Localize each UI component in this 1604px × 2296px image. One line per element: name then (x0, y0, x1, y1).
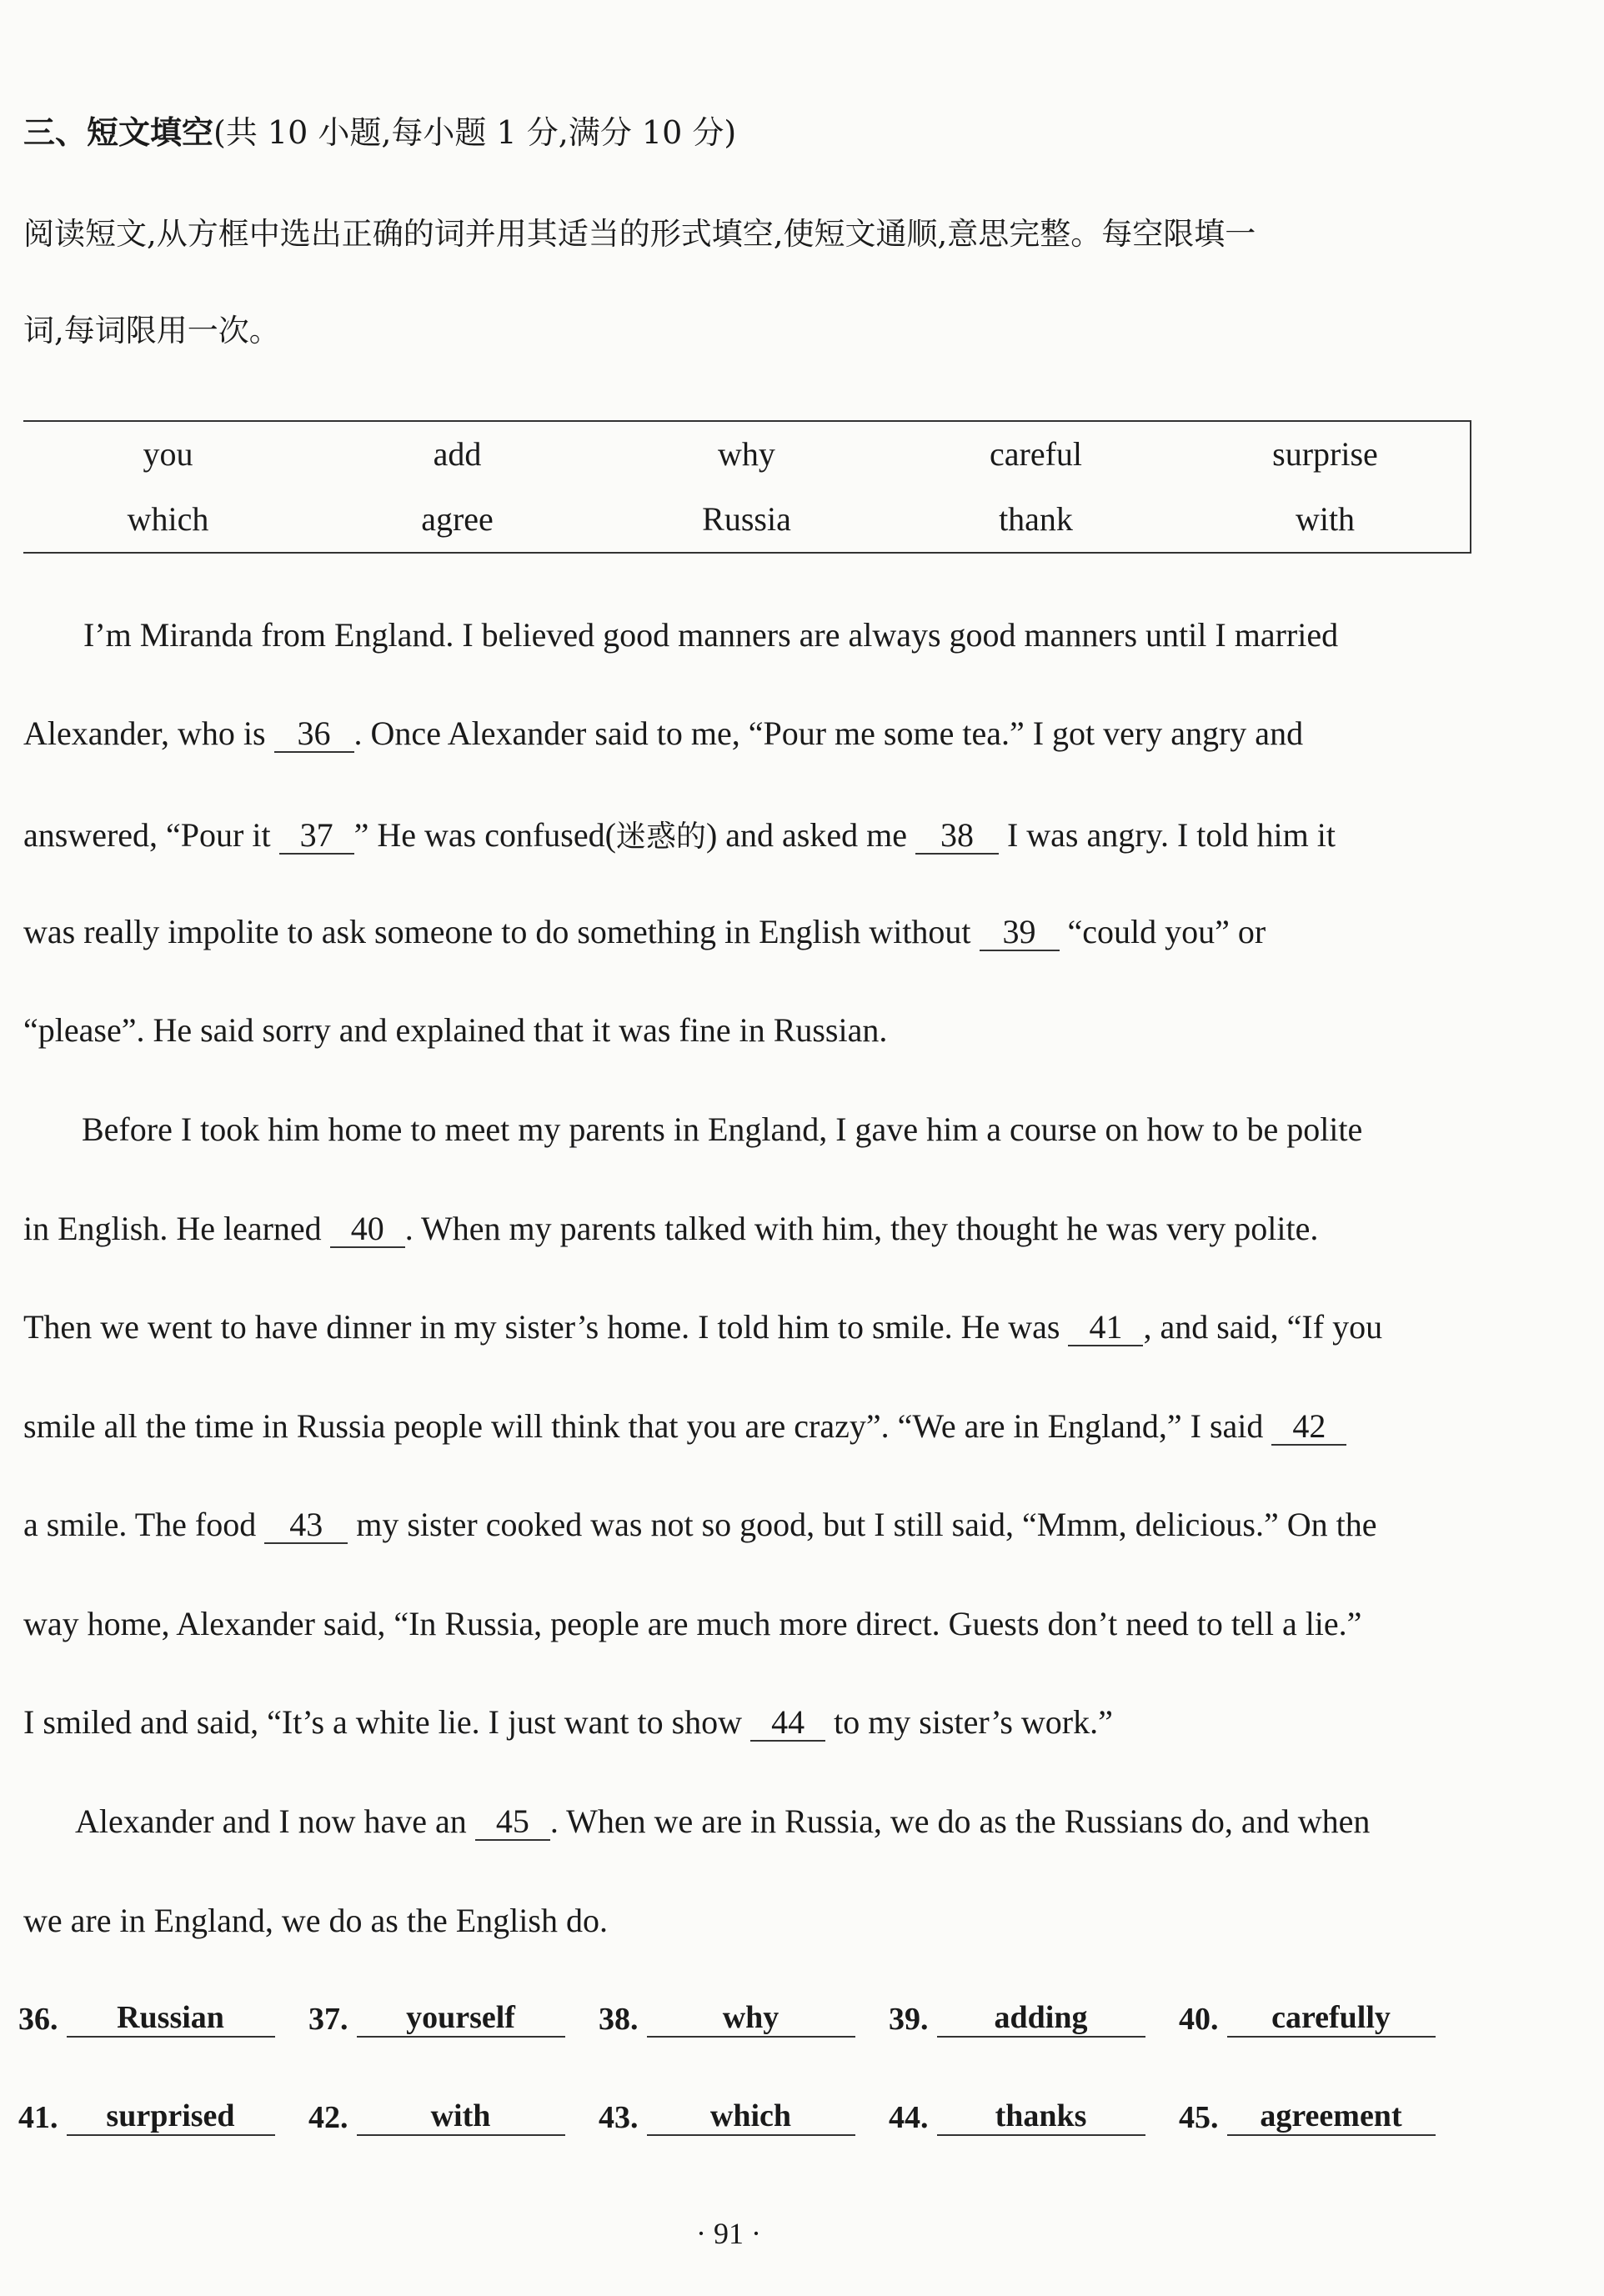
passage-text: smile all the time in Russia people will think that you are crazy”. “We are in England,” I said (23, 1407, 1264, 1445)
passage-line (23, 1702, 1470, 1742)
word-box-item: Russia (702, 500, 791, 538)
answer-value: surprised (67, 2098, 275, 2136)
passage-text: was really impolite to ask someone to do something in English without (23, 913, 971, 950)
word-box-item: agree (421, 500, 494, 538)
passage-line: I’m Miranda from England. I believed good manners are always good manners until I married (83, 616, 1339, 654)
blank-39: 39 (980, 915, 1060, 951)
word-box-item: thank (999, 500, 1073, 538)
answer-number: 39. (889, 2002, 929, 2037)
answer-number: 38. (599, 2002, 639, 2037)
word-box-item: with (1295, 500, 1356, 538)
answer-item (889, 1999, 1179, 2038)
section-heading (23, 107, 736, 153)
word-box-item: surprise (1272, 435, 1378, 473)
passage-line (23, 1406, 1470, 1446)
instructions-line-1: 阅读短文,从方框中选出正确的词并用其适当的形式填空,使短文通顺,意思完整。每空限填一 (23, 216, 1256, 252)
passage-text: I was angry. I told him it (1006, 816, 1336, 854)
answer-value: why (647, 1999, 855, 2038)
word-box-item: why (718, 435, 775, 473)
passage-text: in English. He learned (23, 1210, 322, 1247)
answer-value: with (357, 2098, 565, 2136)
answer-value: thanks (937, 2098, 1145, 2136)
answer-item (308, 2098, 599, 2136)
passage-text: “could you” or (1067, 913, 1266, 950)
blank-43: 43 (264, 1507, 348, 1544)
instructions-line-2: 词,每词限用一次。 (23, 313, 280, 348)
answer-value: which (647, 2098, 855, 2136)
section-heading-rest: (共 10 小题,每小题 1 分,满分 10 分) (213, 114, 737, 151)
passage-text: a smile. The food (23, 1506, 257, 1543)
answer-number: 37. (308, 2002, 348, 2037)
passage-text: answered, “Pour it (23, 816, 271, 854)
passage-text: . When my parents talked with him, they thought he was very polite. (404, 1210, 1319, 1247)
passage-text: Alexander and I now have an (75, 1802, 467, 1840)
answer-number: 45. (1179, 2100, 1219, 2135)
answer-item (599, 1999, 889, 2038)
passage-line (23, 912, 1470, 951)
answer-row-2 (18, 2098, 1469, 2136)
blank-38: 38 (915, 818, 999, 855)
answer-item (18, 2098, 308, 2136)
passage-line (23, 813, 1470, 855)
answer-item (1179, 1999, 1469, 2038)
blank-45: 45 (475, 1804, 550, 1841)
answer-item (308, 1999, 599, 2038)
answer-value: agreement (1227, 2098, 1436, 2136)
passage-text: ” He was confused( (353, 816, 616, 854)
answer-number: 40. (1179, 2002, 1219, 2037)
answer-item (889, 2098, 1179, 2136)
answer-item (1179, 2098, 1469, 2136)
passage-line: “please”. He said sorry and explained that it was fine in Russian. (23, 1011, 888, 1049)
passage-text: ) and asked me (705, 816, 907, 854)
word-box-item: add (433, 435, 482, 473)
blank-44: 44 (750, 1705, 825, 1742)
passage-text: Alexander, who is (23, 714, 266, 752)
answer-number: 44. (889, 2100, 929, 2135)
blank-37: 37 (279, 818, 354, 855)
passage-line (75, 1802, 1470, 1841)
blank-42: 42 (1271, 1409, 1346, 1446)
blank-41: 41 (1068, 1310, 1143, 1346)
word-box (23, 420, 1471, 554)
passage-text: I smiled and said, “It’s a white lie. I just want to show (23, 1703, 743, 1741)
passage-line (23, 1505, 1470, 1544)
answer-item (599, 2098, 889, 2136)
passage-text: my sister cooked was not so good, but I still said, “Mmm, delicious.” On the (356, 1506, 1377, 1543)
answer-number: 43. (599, 2100, 639, 2135)
word-box-item: you (143, 435, 193, 473)
answer-value: yourself (357, 1999, 565, 2038)
answer-value: Russian (67, 1999, 275, 2038)
blank-36: 36 (274, 716, 354, 753)
passage-line: way home, Alexander said, “In Russia, people are much more direct. Guests don’t need to tell a lie.” (23, 1605, 1362, 1642)
answer-value: adding (937, 1999, 1145, 2038)
word-box-item: careful (989, 435, 1082, 473)
word-box-item: which (127, 500, 209, 538)
passage-line (23, 714, 1470, 753)
passage-line: Before I took him home to meet my parents in England, I gave him a course on how to be polite (82, 1110, 1363, 1148)
answer-number: 41. (18, 2100, 58, 2135)
passage-text: to my sister’s work.” (834, 1703, 1113, 1741)
passage-text: . Once Alexander said to me, “Pour me some tea.” I got very angry and (353, 714, 1304, 752)
blank-40: 40 (330, 1211, 405, 1248)
chinese-gloss: 迷惑的 (615, 820, 706, 854)
answer-item (18, 1999, 308, 2038)
passage-line (23, 1209, 1470, 1248)
passage-line: we are in England, we do as the English do. (23, 1902, 608, 1939)
section-heading-bold: 三、短文填空 (23, 113, 214, 151)
passage-line (23, 1307, 1470, 1346)
answer-number: 42. (308, 2100, 348, 2135)
answer-row-1 (18, 1999, 1469, 2038)
passage-text: , and said, “If you (1143, 1308, 1383, 1346)
answer-number: 36. (18, 2002, 58, 2037)
answer-value: carefully (1227, 1999, 1436, 2038)
passage-text: . When we are in Russia, we do as the Russians do, and when (549, 1802, 1371, 1840)
page-number: · 91 · (696, 2217, 761, 2250)
passage-text: Then we went to have dinner in my sister’s home. I told him to smile. He was (23, 1308, 1060, 1346)
